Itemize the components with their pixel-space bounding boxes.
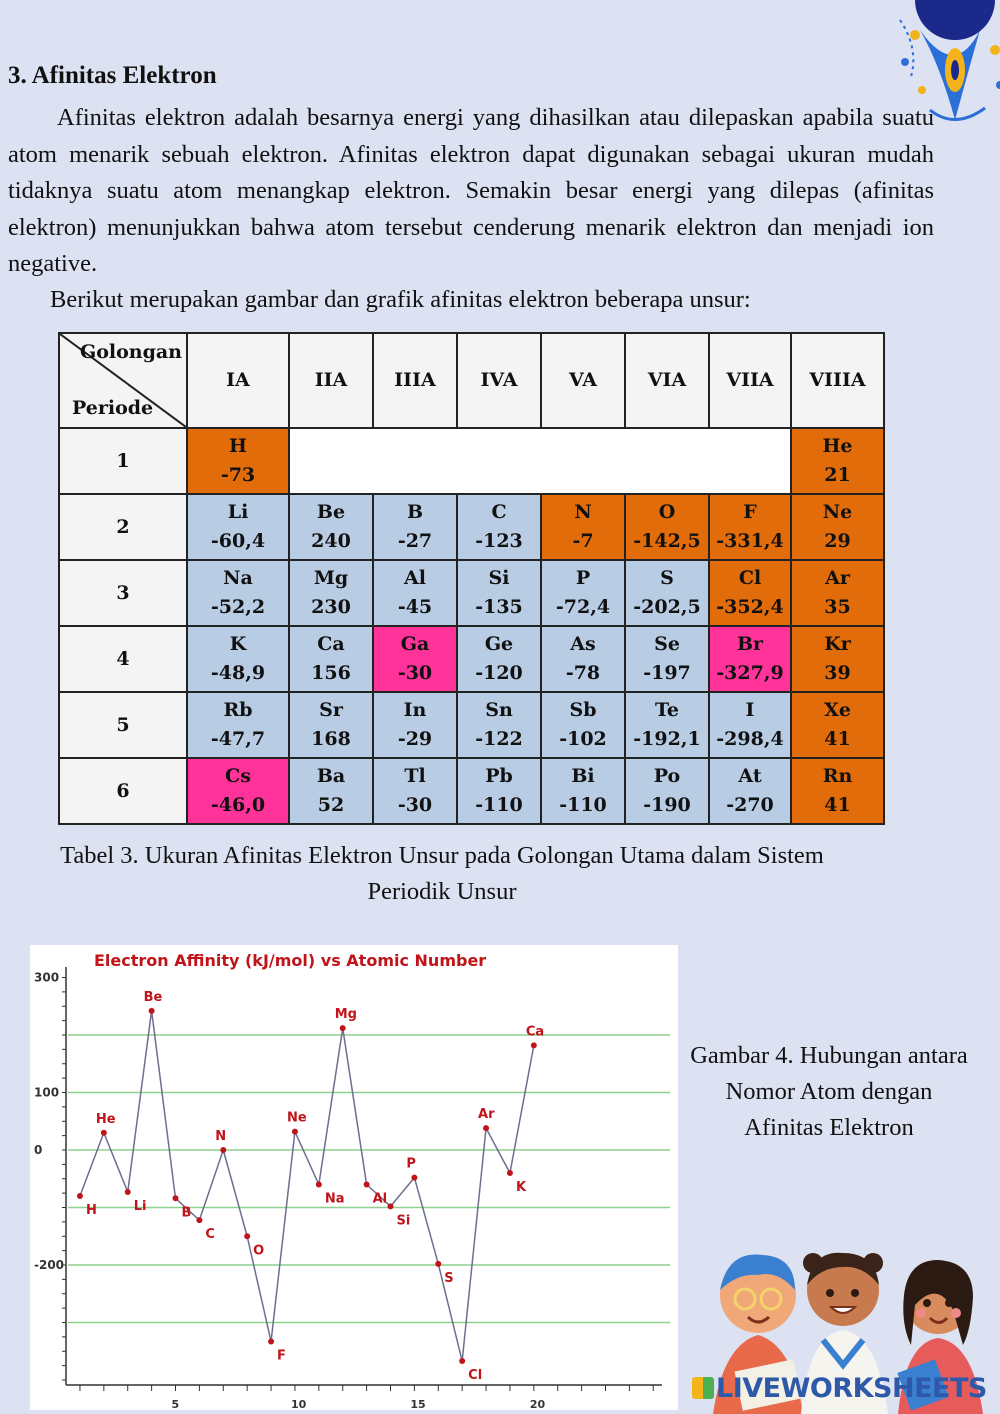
- chart-x-tick-label: 10: [290, 1398, 307, 1410]
- element-affinity-value: -298,4: [716, 728, 784, 750]
- element-cell: [373, 560, 457, 626]
- liveworksheets-logo: [692, 1373, 987, 1404]
- element-cell: [457, 692, 541, 758]
- chart-point: [316, 1182, 322, 1188]
- chart-point-label: Na: [324, 1191, 345, 1207]
- element-symbol: K: [229, 633, 247, 655]
- chart-x-tick-label: 20: [529, 1398, 546, 1410]
- chart-series-segment: [391, 1178, 415, 1207]
- element-symbol: Ga: [400, 633, 430, 655]
- element-symbol: Al: [404, 567, 426, 589]
- element-affinity-value: -331,4: [716, 530, 784, 552]
- element-affinity-value: -192,1: [633, 728, 701, 750]
- element-cell: [709, 560, 791, 626]
- element-symbol: Bi: [571, 765, 595, 787]
- element-affinity-value: 29: [824, 530, 851, 552]
- chart-point-label: F: [277, 1348, 286, 1364]
- chart-point-label: Ne: [286, 1110, 307, 1126]
- chart-series-segment: [414, 1178, 438, 1264]
- element-affinity-value: -110: [475, 794, 523, 816]
- group-header: IIA: [289, 333, 373, 428]
- element-affinity-value: -72,4: [555, 596, 611, 618]
- chart-point: [173, 1195, 179, 1201]
- element-cell: [791, 560, 884, 626]
- figure-caption: Gambar 4. Hubungan antara Nomor Atom dengan Afinitas Elektron: [690, 1042, 968, 1141]
- electron-affinity-table: [58, 332, 885, 825]
- period-label: 6: [59, 758, 187, 824]
- section-title: 3. Afinitas Elektron: [8, 62, 217, 89]
- element-cell: [187, 626, 289, 692]
- group-header: IVA: [457, 333, 541, 428]
- chart-point-label: H: [85, 1203, 97, 1218]
- element-cell: [289, 494, 373, 560]
- element-symbol: As: [570, 633, 596, 655]
- element-symbol: H: [229, 435, 247, 457]
- element-cell: [791, 692, 884, 758]
- element-affinity-value: 230: [311, 596, 351, 618]
- element-symbol: Cl: [738, 567, 762, 589]
- chart-series-segment: [128, 1011, 152, 1192]
- element-symbol: Rb: [223, 699, 253, 721]
- period-label: 2: [59, 494, 187, 560]
- chart-point: [220, 1147, 226, 1153]
- chart-point-label: O: [253, 1243, 265, 1259]
- table-row: [59, 626, 884, 692]
- element-affinity-value: 21: [824, 464, 851, 486]
- element-symbol: Sn: [485, 699, 513, 721]
- chart-point-label: He: [95, 1111, 116, 1127]
- element-cell: [625, 758, 709, 824]
- element-affinity-value: -102: [559, 728, 607, 750]
- element-symbol: Cs: [225, 765, 251, 787]
- corner-header: [59, 333, 187, 428]
- element-affinity-value: -47,7: [210, 728, 266, 750]
- element-affinity-value: -327,9: [716, 662, 784, 684]
- chart-point-label: B: [181, 1205, 192, 1221]
- chart-point-label: K: [515, 1180, 527, 1195]
- table-row: [59, 758, 884, 824]
- logo-icon: [692, 1377, 714, 1399]
- element-affinity-value: -29: [397, 728, 433, 750]
- element-affinity-value: -110: [559, 794, 607, 816]
- element-cell: [541, 692, 625, 758]
- chart-point: [292, 1129, 298, 1135]
- chart-point-label: Cl: [468, 1368, 483, 1384]
- element-symbol: C: [491, 501, 507, 523]
- element-affinity-value: -352,4: [716, 596, 784, 618]
- chart-point: [77, 1193, 83, 1199]
- element-cell: [541, 626, 625, 692]
- chart-point: [507, 1170, 513, 1176]
- group-header: VA: [541, 333, 625, 428]
- element-affinity-value: 41: [824, 794, 851, 816]
- chart-point: [268, 1338, 274, 1344]
- element-affinity-value: -73: [220, 464, 256, 486]
- element-symbol: Xe: [824, 699, 851, 721]
- element-cell: [457, 626, 541, 692]
- element-affinity-value: 39: [824, 662, 851, 684]
- element-symbol: Ca: [317, 633, 345, 655]
- chart-point: [101, 1130, 107, 1136]
- element-symbol: Sb: [569, 699, 597, 721]
- element-symbol: Pb: [485, 765, 513, 787]
- table-row: [59, 428, 884, 494]
- element-cell: [289, 560, 373, 626]
- chart-point-label: Ca: [525, 1024, 545, 1040]
- chart-point-label: Si: [396, 1213, 411, 1229]
- chart-title: Electron Affinity (kJ/mol) vs Atomic Number: [94, 951, 487, 970]
- element-affinity-value: 41: [824, 728, 851, 750]
- element-affinity-value: -270: [726, 794, 774, 816]
- chart-point: [340, 1025, 346, 1031]
- group-header: VIIA: [709, 333, 791, 428]
- element-cell: [791, 494, 884, 560]
- element-cell: [625, 560, 709, 626]
- period-label: 1: [59, 428, 187, 494]
- element-symbol: Be: [316, 501, 346, 523]
- element-symbol: N: [574, 501, 592, 523]
- element-affinity-value: -190: [643, 794, 691, 816]
- element-affinity-value: -45: [397, 596, 433, 618]
- table-row: [59, 494, 884, 560]
- element-affinity-value: -46,0: [210, 794, 266, 816]
- chart-y-tick-label: -200: [34, 1258, 65, 1272]
- element-symbol: Rn: [822, 765, 853, 787]
- table-intro-paragraph: Berikut merupakan gambar dan grafik afinitas elektron beberapa unsur:: [50, 286, 751, 313]
- element-affinity-value: -48,9: [210, 662, 266, 684]
- element-cell: [187, 428, 289, 494]
- element-affinity-value: -27: [397, 530, 433, 552]
- element-symbol: I: [745, 699, 755, 721]
- chart-series-segment: [199, 1150, 223, 1220]
- chart-point-label: Mg: [334, 1007, 357, 1023]
- element-cell: [457, 758, 541, 824]
- element-symbol: Na: [223, 567, 253, 589]
- element-affinity-value: 52: [317, 794, 345, 816]
- element-symbol: F: [743, 501, 757, 523]
- element-cell: [187, 692, 289, 758]
- chart-series-segment: [104, 1133, 128, 1192]
- element-affinity-value: -30: [397, 662, 433, 684]
- chart-series-segment: [319, 1028, 343, 1184]
- element-cell: [187, 494, 289, 560]
- element-cell: [625, 494, 709, 560]
- element-symbol: S: [660, 567, 674, 589]
- chart-point-label: Ar: [478, 1107, 495, 1123]
- element-symbol: Ar: [825, 567, 850, 589]
- chart-series-segment: [295, 1132, 319, 1185]
- chart-series-segment: [271, 1132, 295, 1342]
- element-cell: [289, 626, 373, 692]
- chart-y-tick-label: 300: [34, 970, 60, 985]
- chart-point: [196, 1217, 202, 1223]
- group-header: IIIA: [373, 333, 457, 428]
- chart-series-segment: [223, 1150, 247, 1236]
- chart-point: [149, 1008, 155, 1014]
- element-affinity-value: -135: [475, 596, 523, 618]
- chart-x-tick-label: 5: [171, 1398, 180, 1410]
- element-cell: [289, 758, 373, 824]
- element-symbol: Br: [736, 633, 764, 655]
- period-label: 4: [59, 626, 187, 692]
- periode-label: Periode: [72, 397, 154, 419]
- element-symbol: P: [575, 567, 591, 589]
- element-cell: [625, 692, 709, 758]
- element-symbol: Tl: [404, 765, 426, 787]
- element-cell: [709, 758, 791, 824]
- chart-point-label: Li: [133, 1198, 147, 1214]
- element-symbol: He: [822, 435, 853, 457]
- element-affinity-value: -202,5: [633, 596, 701, 618]
- element-symbol: Po: [653, 765, 681, 787]
- element-symbol: Si: [488, 567, 510, 589]
- period-label: 5: [59, 692, 187, 758]
- chart-series-segment: [343, 1028, 367, 1184]
- chart-series-segment: [510, 1045, 534, 1173]
- group-header: VIIIA: [791, 333, 884, 428]
- element-affinity-value: 156: [311, 662, 351, 684]
- element-affinity-value: -52,2: [210, 596, 266, 618]
- empty-span-cell: [289, 428, 791, 494]
- chart-point-label: C: [205, 1227, 215, 1243]
- chart-point: [435, 1261, 441, 1267]
- element-cell: [709, 626, 791, 692]
- element-symbol: Ne: [822, 501, 853, 523]
- element-affinity-value: -60,4: [210, 530, 266, 552]
- logo-text: LIVEWORKSHEETS: [716, 1373, 987, 1404]
- chart-point-label: Al: [372, 1191, 388, 1207]
- chart-series-segment: [152, 1011, 176, 1198]
- element-affinity-value: 240: [311, 530, 351, 552]
- element-symbol: Li: [227, 501, 249, 523]
- element-cell: [373, 494, 457, 560]
- element-affinity-value: -78: [565, 662, 601, 684]
- golongan-label: Golongan: [79, 341, 182, 363]
- element-affinity-value: -123: [475, 530, 523, 552]
- element-symbol: In: [403, 699, 427, 721]
- chart-point: [411, 1175, 417, 1181]
- table-header-row: [59, 333, 884, 428]
- chart-point: [388, 1203, 394, 1209]
- table-caption: Tabel 3. Ukuran Afinitas Elektron Unsur pada Golongan Utama dalam Sistem Periodik Unsur: [60, 842, 824, 905]
- element-affinity-value: -120: [475, 662, 523, 684]
- element-cell: [187, 560, 289, 626]
- intro-paragraph: Afinitas elektron adalah besarnya energi yang dihasilkan atau dilepaskan apabila suatu atom menarik sebuah elektron. Afinitas elektron dapat digunakan sebagai ukuran mudah tidaknya suatu atom menangkap elektron. Semakin besar energi yang dilepas (afinitas elektron) menunjukkan bahwa atom tersebut cenderung menarik elektron dan menjadi ion negative.: [8, 104, 934, 277]
- table-row: [59, 560, 884, 626]
- chart-point-label: S: [444, 1270, 454, 1286]
- element-affinity-value: -197: [643, 662, 691, 684]
- element-symbol: Ba: [316, 765, 346, 787]
- element-cell: [373, 758, 457, 824]
- group-header: VIA: [625, 333, 709, 428]
- chart-point: [459, 1358, 465, 1364]
- chart-y-tick-label: 0: [34, 1143, 43, 1157]
- element-affinity-value: -30: [397, 794, 433, 816]
- table-row: [59, 692, 884, 758]
- chart-point: [125, 1189, 131, 1195]
- element-symbol: Sr: [319, 699, 343, 721]
- period-label: 3: [59, 560, 187, 626]
- element-cell: [791, 758, 884, 824]
- chart-series-segment: [462, 1128, 486, 1361]
- element-symbol: Kr: [824, 633, 851, 655]
- element-symbol: O: [658, 501, 676, 523]
- element-symbol: B: [406, 501, 424, 523]
- chart-x-tick-label: 15: [410, 1398, 426, 1410]
- chart-point: [364, 1182, 370, 1188]
- element-affinity-value: -7: [572, 530, 594, 552]
- chart-series-segment: [80, 1133, 104, 1196]
- element-cell: [709, 494, 791, 560]
- element-symbol: Se: [654, 633, 680, 655]
- chart-point: [483, 1125, 489, 1131]
- element-cell: [373, 692, 457, 758]
- element-cell: [541, 494, 625, 560]
- element-cell: [709, 692, 791, 758]
- element-cell: [791, 428, 884, 494]
- chart-point-label: N: [215, 1129, 227, 1144]
- chart-svg: [30, 945, 678, 1410]
- element-symbol: Mg: [313, 567, 349, 589]
- element-cell: [187, 758, 289, 824]
- chart-point: [244, 1233, 250, 1239]
- element-cell: [373, 626, 457, 692]
- element-affinity-value: -142,5: [633, 530, 701, 552]
- element-affinity-value: 35: [824, 596, 851, 618]
- element-cell: [625, 626, 709, 692]
- element-cell: [791, 626, 884, 692]
- element-cell: [289, 692, 373, 758]
- element-symbol: Ge: [484, 633, 514, 655]
- element-symbol: Te: [654, 699, 680, 721]
- element-symbol: At: [738, 765, 762, 787]
- chart-y-tick-label: 100: [34, 1085, 60, 1100]
- group-header: IA: [187, 333, 289, 428]
- element-affinity-value: 168: [311, 728, 351, 750]
- element-cell: [541, 560, 625, 626]
- element-cell: [457, 494, 541, 560]
- chart-point-label: Be: [143, 989, 163, 1005]
- electron-affinity-chart: [30, 945, 678, 1410]
- element-affinity-value: -122: [475, 728, 523, 750]
- element-cell: [541, 758, 625, 824]
- chart-point-label: P: [406, 1156, 416, 1172]
- chart-point: [531, 1042, 537, 1048]
- element-cell: [457, 560, 541, 626]
